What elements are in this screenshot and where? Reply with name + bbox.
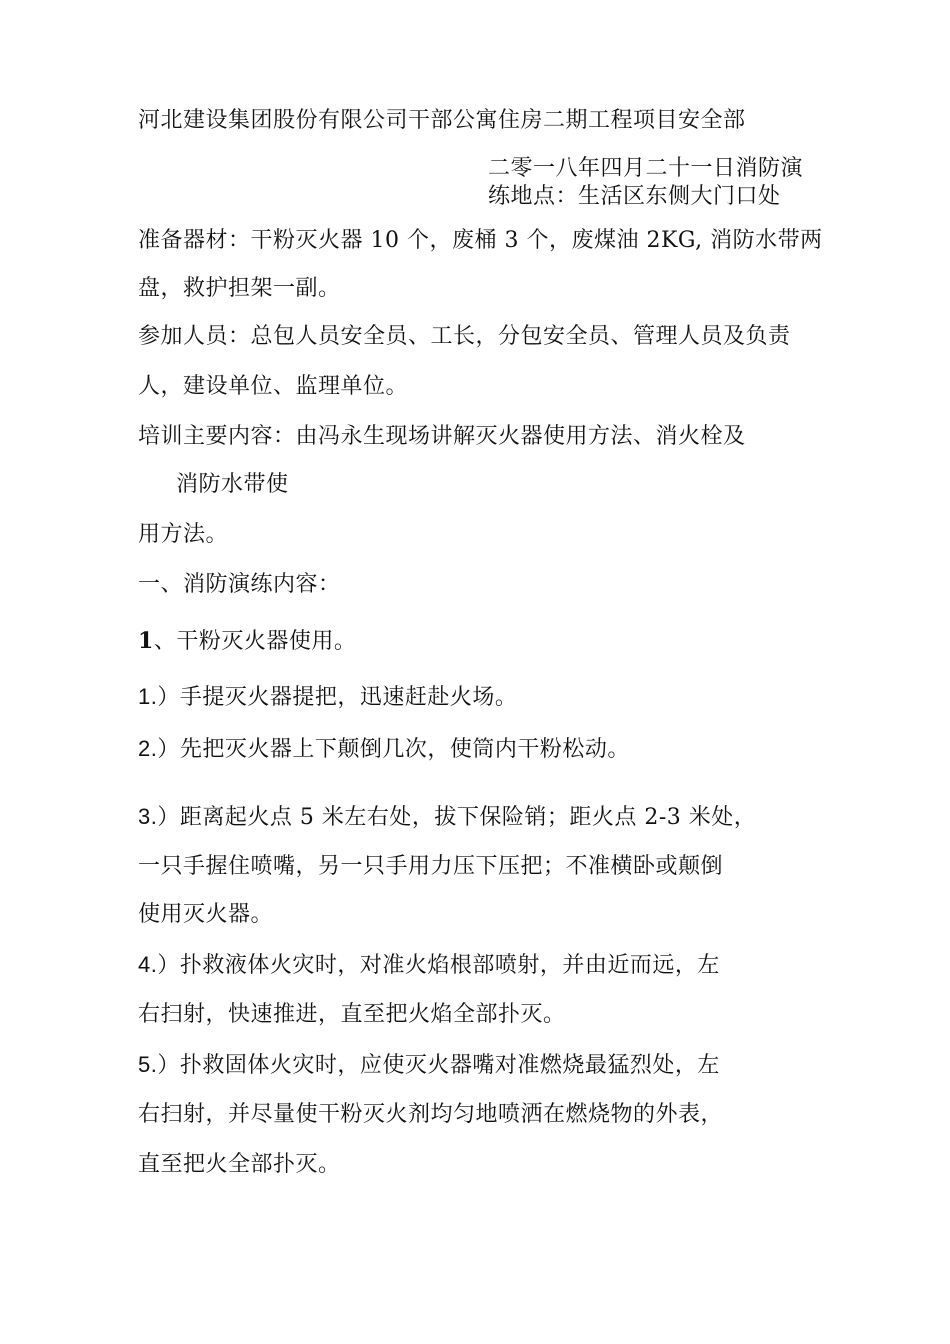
training-line-2: 消防水带使 <box>176 472 289 497</box>
step-3-line-1 <box>138 802 756 833</box>
step-5-line-1 <box>138 1050 720 1081</box>
step-4-number: 4. <box>138 952 158 977</box>
step-4-line-2: 右扫射，快速推进，直至把火焰全部扑灭。 <box>138 1002 566 1027</box>
step-4-line-1 <box>138 950 720 981</box>
training-line-3: 用方法。 <box>138 522 229 547</box>
training-line-1: 培训主要内容：由冯永生现场讲解灭火器使用方法、消火栓及 <box>138 424 746 449</box>
step-1-line-1 <box>138 682 517 713</box>
section-heading: 一、消防演练内容： <box>138 572 341 597</box>
participants-line-1: 参加人员：总包人员安全员、工长，分包安全员、管理人员及负责 <box>138 324 791 349</box>
participants-line-2: 人，建设单位、监理单位。 <box>138 374 409 399</box>
step-5-text: ）扑救固体火灾时，应使灭火器嘴对准燃烧最猛烈处，左 <box>157 1053 720 1078</box>
step-4-text: ）扑救液体火灾时，对准火焰根部喷射，并由近而远，左 <box>157 953 720 978</box>
subsection-heading <box>138 626 356 657</box>
step-3-line-2: 一只手握住喷嘴，另一只手用力压下压把；不准横卧或颠倒 <box>138 854 724 879</box>
step-5-line-2: 右扫射，并尽量使干粉灭火剂均匀地喷洒在燃烧物的外表， <box>138 1102 724 1127</box>
equipment-line-1: 准备器材：干粉灭火器 10 个，废桶 3 个，废煤油 2KG, 消防水带两 <box>138 228 823 253</box>
step-2-text: ）先把灭火器上下颠倒几次，使筒内干粉松动。 <box>157 737 630 762</box>
equipment-line-2: 盘，救护担架一副。 <box>138 276 341 301</box>
step-1-number: 1. <box>138 684 158 709</box>
subsection-number: 1 <box>138 628 154 654</box>
step-3-line-3: 使用灭火器。 <box>138 902 274 927</box>
step-1-text: ）手提灭火器提把，迅速赶赴火场。 <box>157 685 518 710</box>
step-2-number: 2. <box>138 736 158 761</box>
step-5-number: 5. <box>138 1052 158 1077</box>
drill-date: 二零一八年四月二十一日消防演 <box>488 156 804 181</box>
organization-title: 河北建设集团股份有限公司干部公寓住房二期工程项目安全部 <box>138 108 746 133</box>
step-5-line-3: 直至把火全部扑灭。 <box>138 1152 341 1177</box>
subsection-title: 、干粉灭火器使用。 <box>153 629 357 654</box>
step-3-text: ）距离起火点 5 米左右处，拔下保险销；距火点 2-3 米处， <box>157 805 757 830</box>
step-2-line-1 <box>138 734 630 765</box>
drill-location: 练地点：生活区东侧大门口处 <box>488 184 781 209</box>
step-3-number: 3. <box>138 804 158 829</box>
